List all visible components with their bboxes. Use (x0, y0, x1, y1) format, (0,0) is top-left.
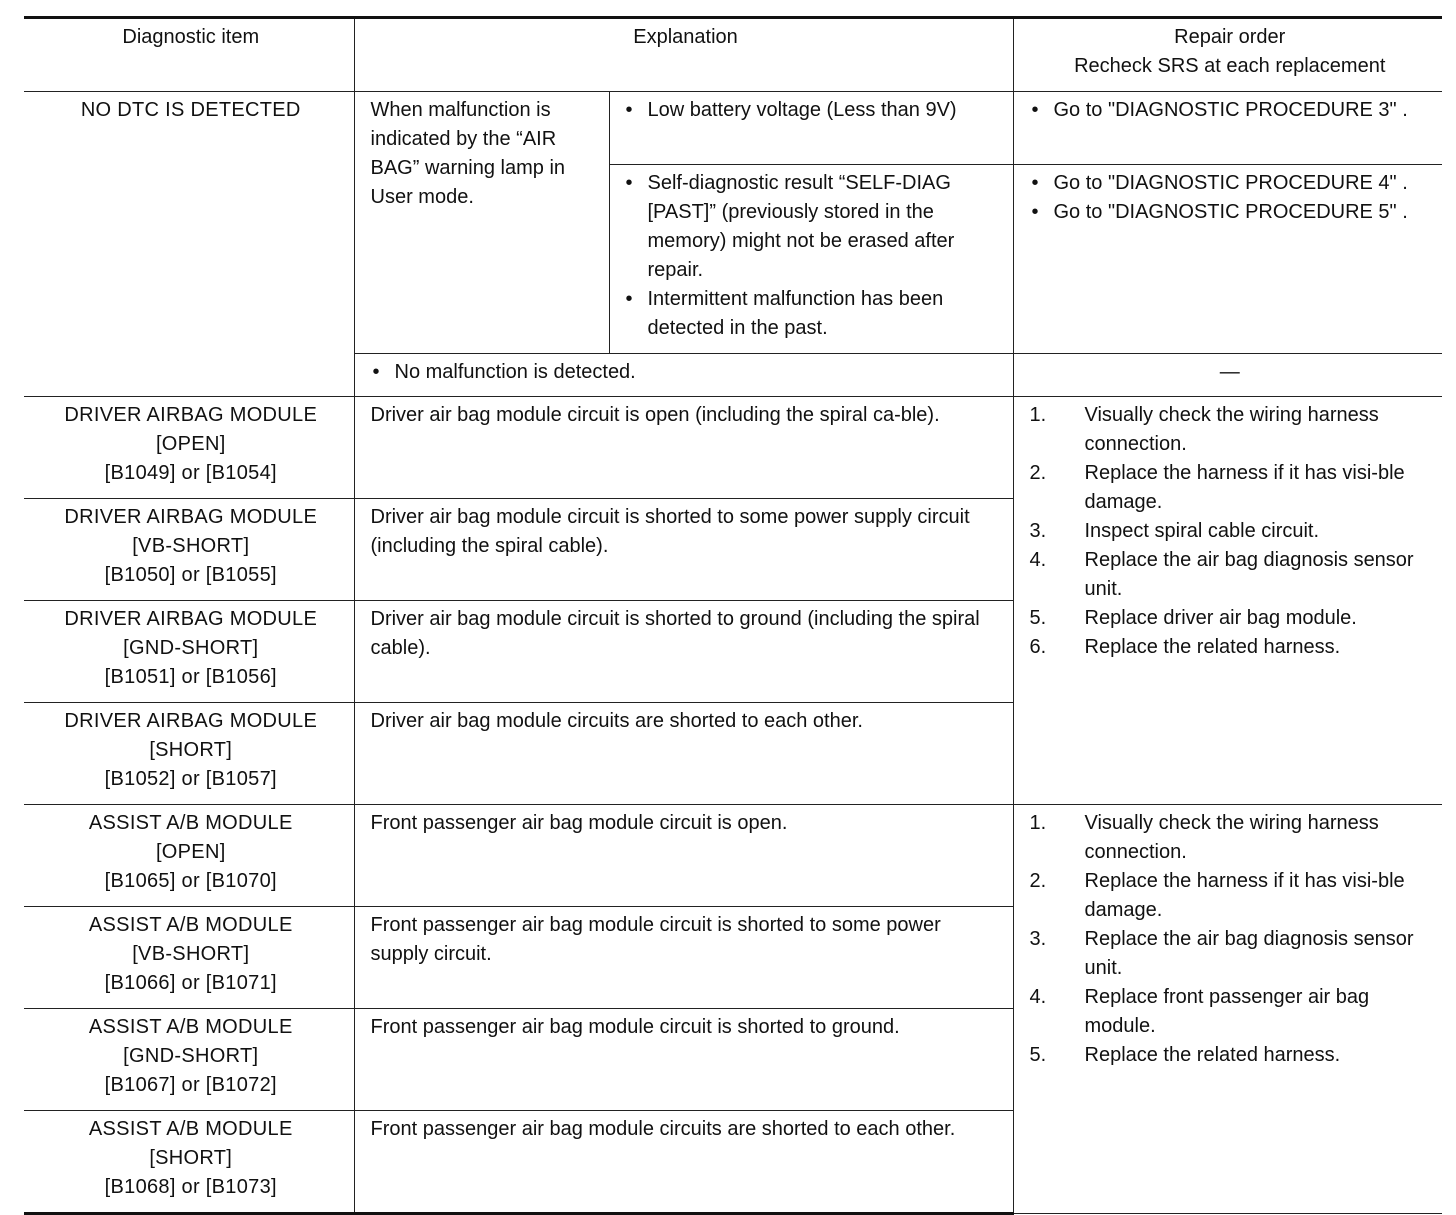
assist-short-mode: [SHORT] (149, 1147, 233, 1169)
header-row (24, 18, 1442, 92)
driver-short-name: DRIVER AIRBAG MODULE (64, 710, 318, 732)
step-text: Replace the harness if it has visi-ble damage. (1084, 462, 1405, 513)
step-number: 3. (1029, 520, 1047, 542)
assist-short-name: ASSIST A/B MODULE (88, 1118, 293, 1140)
driver-vb-short-name: DRIVER AIRBAG MODULE (64, 506, 318, 528)
step-number: 4. (1029, 986, 1047, 1008)
assist-vb-short-mode: [VB-SHORT] (132, 943, 250, 965)
assist-open-mode: [OPEN] (155, 841, 226, 863)
assist-repair-step (1030, 925, 1431, 983)
step-number: 1. (1029, 812, 1047, 834)
no-dtc-case2-explanation-a: • Self-diagnostic result “SELF-DIAG [PAST]” (previously stored in the memory) might not be erased after repair. (624, 169, 1009, 285)
assist-gnd-short-explanation: Front passenger air bag module circuit is shorted to ground. (354, 1009, 1013, 1111)
assist-repair-step (1030, 809, 1431, 867)
assist-repair-steps (1013, 805, 1442, 1214)
driver-open-item (24, 397, 354, 499)
driver-gnd-short-codes: [B1051] or [B1056] (104, 666, 277, 688)
assist-repair-step (1030, 867, 1431, 925)
assist-short-codes: [B1068] or [B1073] (104, 1176, 277, 1198)
driver-vb-short-explanation: Driver air bag module circuit is shorted to some power supply circuit (including the spiral cable). (354, 499, 1013, 601)
no-dtc-case2-repair-b: • Go to "DIAGNOSTIC PROCEDURE 5" . (1030, 198, 1431, 227)
driver-short-explanation: Driver air bag module circuits are shorted to each other. (354, 703, 1013, 805)
step-text: Replace the air bag diagnosis sensor unit. (1084, 928, 1414, 979)
step-text: Replace the related harness. (1084, 636, 1341, 658)
no-dtc-case3-explanation-item: • No malfunction is detected. (371, 358, 1001, 387)
driver-short-mode: [SHORT] (149, 739, 233, 761)
driver-repair-step (1030, 604, 1431, 633)
assist-open-codes: [B1065] or [B1070] (104, 870, 277, 892)
assist-vb-short-explanation: Front passenger air bag module circuit is shorted to some power supply circuit. (354, 907, 1013, 1009)
assist-gnd-short-codes: [B1067] or [B1072] (104, 1074, 277, 1096)
diagnostic-table (24, 16, 1442, 1215)
assist-gnd-short-item (24, 1009, 354, 1111)
no-dtc-case2-repair (1013, 165, 1442, 354)
no-dtc-case2-explanation-b: • Intermittent malfunction has been detected in the past. (624, 285, 1009, 343)
no-dtc-case1-explanation (609, 92, 1013, 165)
header-repair-subtitle: Recheck SRS at each replacement (1074, 55, 1386, 77)
assist-vb-short-item (24, 907, 354, 1009)
step-number: 4. (1029, 549, 1047, 571)
step-number: 5. (1029, 607, 1047, 629)
assist-gnd-short-mode: [GND-SHORT] (123, 1045, 259, 1067)
driver-vb-short-item (24, 499, 354, 601)
driver-repair-steps (1013, 397, 1442, 805)
assist-row-open (24, 805, 1442, 907)
no-dtc-case2-explanation (609, 165, 1013, 354)
driver-gnd-short-name: DRIVER AIRBAG MODULE (64, 608, 318, 630)
step-text: Replace driver air bag module. (1084, 607, 1357, 629)
no-dtc-case3-explanation (354, 354, 1013, 397)
header-diagnostic-item: Diagnostic item (24, 18, 354, 92)
assist-open-name: ASSIST A/B MODULE (88, 812, 293, 834)
step-text: Visually check the wiring harness connection. (1084, 812, 1379, 863)
step-text: Replace the harness if it has visi-ble damage. (1084, 870, 1405, 921)
assist-gnd-short-name: ASSIST A/B MODULE (88, 1016, 293, 1038)
assist-vb-short-codes: [B1066] or [B1071] (104, 972, 277, 994)
assist-open-explanation: Front passenger air bag module circuit is open. (354, 805, 1013, 907)
step-number: 3. (1029, 928, 1047, 950)
driver-vb-short-codes: [B1050] or [B1055] (104, 564, 277, 586)
driver-repair-step (1030, 546, 1431, 604)
no-dtc-case1-repair-item: • Go to "DIAGNOSTIC PROCEDURE 3" . (1030, 96, 1431, 125)
no-dtc-condition: When malfunction is indicated by the “AIR BAG” warning lamp in User mode. (354, 92, 609, 354)
driver-gnd-short-mode: [GND-SHORT] (123, 637, 259, 659)
assist-repair-step (1030, 1041, 1431, 1070)
step-number: 5. (1029, 1044, 1047, 1066)
driver-repair-step (1030, 459, 1431, 517)
driver-open-name: DRIVER AIRBAG MODULE (64, 404, 318, 426)
driver-row-open (24, 397, 1442, 499)
step-text: Replace the air bag diagnosis sensor unit. (1084, 549, 1414, 600)
driver-repair-step (1030, 633, 1431, 662)
assist-vb-short-name: ASSIST A/B MODULE (88, 914, 293, 936)
assist-repair-step (1030, 983, 1431, 1041)
no-dtc-case3-repair: — (1013, 354, 1442, 397)
step-number: 6. (1029, 636, 1047, 658)
driver-gnd-short-explanation: Driver air bag module circuit is shorted to ground (including the spiral cable). (354, 601, 1013, 703)
assist-open-item (24, 805, 354, 907)
no-dtc-case1-explanation-item: • Low battery voltage (Less than 9V) (624, 96, 1009, 125)
header-explanation: Explanation (354, 18, 1013, 92)
driver-open-explanation: Driver air bag module circuit is open (including the spiral ca-ble). (354, 397, 1013, 499)
driver-repair-step (1030, 401, 1431, 459)
driver-repair-step (1030, 517, 1431, 546)
step-text: Visually check the wiring harness connection. (1084, 404, 1379, 455)
step-text: Inspect spiral cable circuit. (1084, 520, 1320, 542)
header-repair-title: Repair order (1174, 26, 1286, 48)
assist-short-explanation: Front passenger air bag module circuits are shorted to each other. (354, 1111, 1013, 1214)
header-repair-order (1013, 18, 1442, 92)
step-text: Replace the related harness. (1084, 1044, 1341, 1066)
driver-vb-short-mode: [VB-SHORT] (132, 535, 250, 557)
step-number: 1. (1029, 404, 1047, 426)
driver-short-item (24, 703, 354, 805)
driver-open-mode: [OPEN] (155, 433, 226, 455)
step-number: 2. (1029, 462, 1047, 484)
driver-gnd-short-item (24, 601, 354, 703)
assist-short-item (24, 1111, 354, 1214)
driver-short-codes: [B1052] or [B1057] (104, 768, 277, 790)
no-dtc-case2-repair-a: • Go to "DIAGNOSTIC PROCEDURE 4" . (1030, 169, 1431, 198)
no-dtc-item: NO DTC IS DETECTED (24, 92, 354, 397)
step-text: Replace front passenger air bag module. (1084, 986, 1370, 1037)
step-number: 2. (1029, 870, 1047, 892)
driver-open-codes: [B1049] or [B1054] (104, 462, 277, 484)
no-dtc-row-1 (24, 92, 1442, 165)
no-dtc-case1-repair (1013, 92, 1442, 165)
